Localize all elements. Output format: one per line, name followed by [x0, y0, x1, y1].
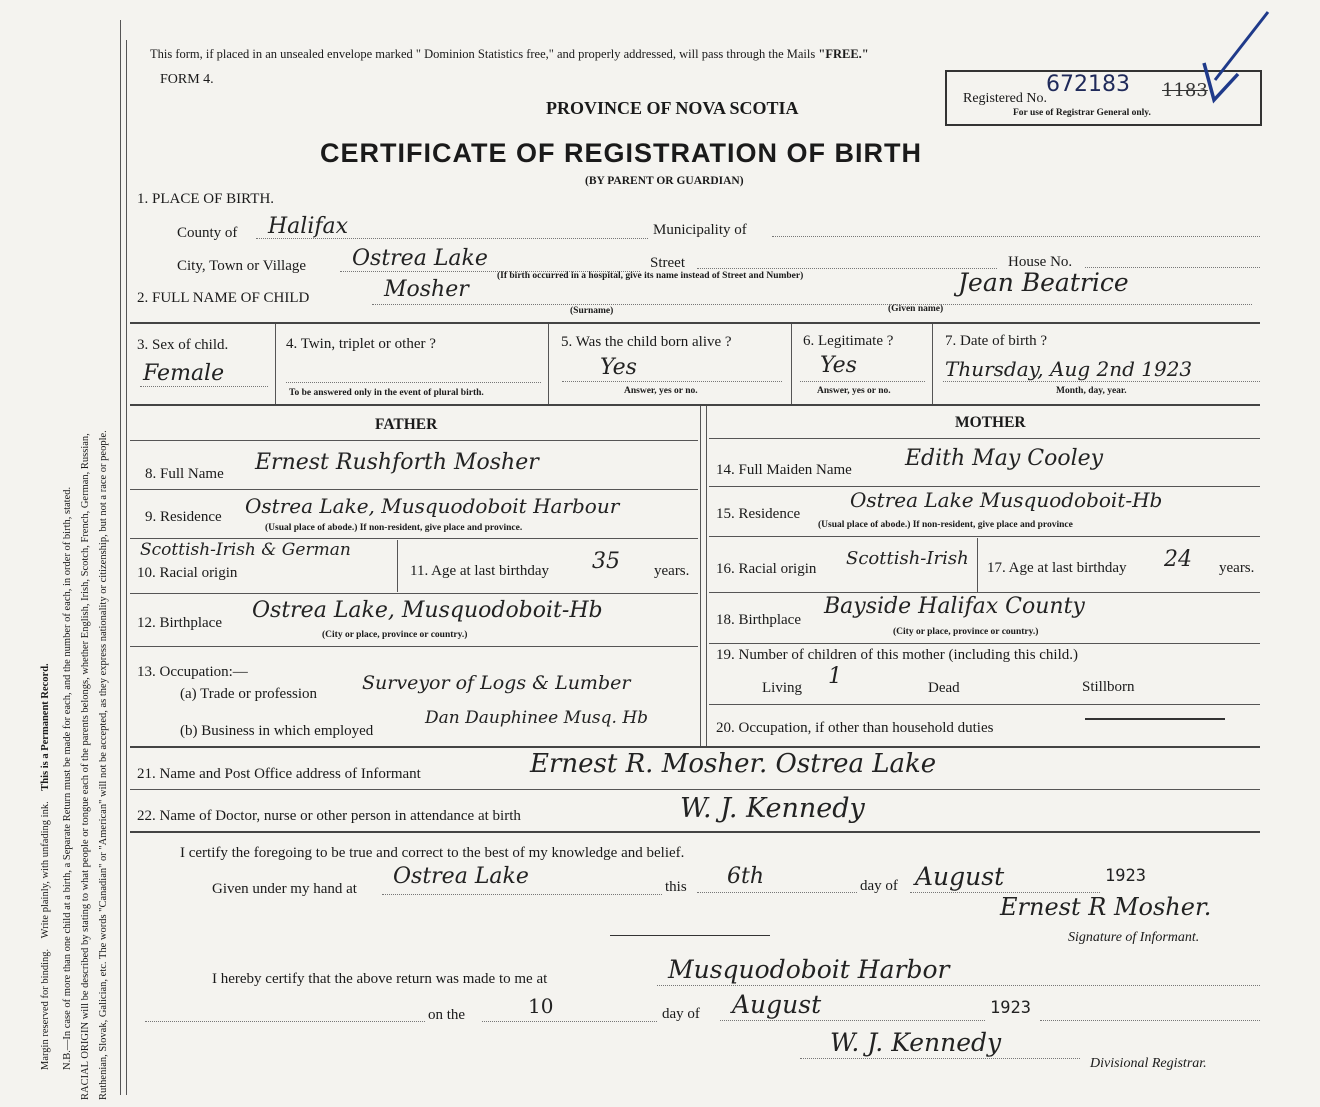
province-heading: PROVINCE OF NOVA SCOTIA — [546, 98, 799, 118]
father-heading: FATHER — [375, 416, 438, 433]
margin-binding-note: Margin reserved for binding. — [40, 948, 51, 1070]
legitimate-value: Yes — [820, 353, 857, 378]
legitimate-note: Answer, yes or no. — [817, 386, 891, 396]
registrar-general-note: For use of Registrar General only. — [1013, 108, 1151, 118]
living-label: Living — [762, 680, 802, 696]
registrar-place-value: Musquodoboit Harbor — [668, 955, 950, 984]
father-name-value: Ernest Rushforth Mosher — [255, 450, 539, 475]
city-value: Ostrea Lake — [352, 246, 488, 271]
children-count-label: 19. Number of children of this mother (including this child.) — [716, 647, 1079, 663]
child-name-label: 2. FULL NAME OF CHILD — [137, 290, 310, 306]
father-birthplace-value: Ostrea Lake, Musquodoboit-Hb — [252, 598, 603, 623]
registrar-year-value: 1923 — [990, 998, 1031, 1018]
registrar-day-value: 10 — [528, 994, 554, 1018]
registrar-signature: W. J. Kennedy — [830, 1028, 1002, 1057]
mother-name-label: 14. Full Maiden Name — [716, 462, 852, 478]
given-name-note: (Given name) — [888, 304, 944, 314]
father-race-value: Scottish-Irish & German — [140, 540, 351, 560]
municipality-label: Municipality of — [653, 222, 747, 238]
check-mark-icon — [1190, 8, 1280, 108]
father-birthplace-note: (City or place, province or country.) — [322, 630, 468, 640]
father-residence-value: Ostrea Lake, Musquodoboit Harbour — [245, 494, 620, 518]
father-race-label: 10. Racial origin — [137, 565, 238, 581]
registrar-month-value: August — [732, 990, 822, 1019]
registrar-day-label: day of — [662, 1006, 700, 1022]
form-number: FORM 4. — [160, 72, 214, 87]
struck-number: 1183 — [1162, 80, 1208, 101]
on-the-label: on the — [428, 1007, 466, 1023]
living-value: 1 — [828, 664, 842, 689]
doctor-label: 22. Name of Doctor, nurse or other person in attendance at birth — [137, 808, 521, 824]
certify-month-value: August — [915, 862, 1005, 891]
dead-label: Dead — [928, 680, 960, 696]
sex-label: 3. Sex of child. — [137, 337, 229, 353]
surname-note: (Surname) — [570, 306, 614, 316]
county-value: Halifax — [268, 214, 349, 239]
hospital-note: (If birth occurred in a hospital, give its name instead of Street and Number) — [497, 271, 804, 281]
mother-race-value: Scottish-Irish — [846, 548, 969, 569]
mother-heading: MOTHER — [955, 414, 1026, 431]
given-place-value: Ostrea Lake — [393, 864, 529, 889]
place-of-birth-heading: 1. PLACE OF BIRTH. — [137, 191, 275, 207]
informant-signature-label: Signature of Informant. — [1068, 930, 1200, 945]
dob-note: Month, day, year. — [1056, 386, 1127, 396]
margin-note-4: Ruthenian, Slovak, Galician, etc. The words "Canadian" or "American" will not be accepted, as they express nationality or citizenship, but not a race or people. — [98, 430, 109, 1100]
county-label: County of — [177, 225, 238, 241]
street-label: Street — [650, 255, 685, 271]
registrar-signature-label: Divisional Registrar. — [1090, 1056, 1207, 1071]
sex-value: Female — [143, 361, 225, 386]
certify-day-value: 6th — [727, 864, 765, 889]
legitimate-label: 6. Legitimate ? — [803, 333, 894, 349]
margin-note-1 — [40, 663, 51, 1070]
twin-note: To be answered only in the event of plural birth. — [289, 388, 484, 398]
father-age-years: years. — [654, 563, 690, 579]
registered-no-label: Registered No. — [963, 91, 1047, 106]
page-title: CERTIFICATE OF REGISTRATION OF BIRTH — [320, 138, 922, 168]
page-subtitle: (BY PARENT OR GUARDIAN) — [585, 175, 744, 187]
father-residence-label: 9. Residence — [145, 509, 222, 525]
mother-birthplace-label: 18. Birthplace — [716, 612, 801, 628]
dob-value: Thursday, Aug 2nd 1923 — [945, 357, 1193, 381]
mother-birthplace-note: (City or place, province or country.) — [893, 627, 1039, 637]
father-trade-value: Surveyor of Logs & Lumber — [362, 672, 631, 694]
mother-age-years: years. — [1219, 560, 1255, 576]
this-label: this — [665, 879, 687, 895]
mother-occupation-label: 20. Occupation, if other than household duties — [716, 720, 994, 736]
father-occupation-label: 13. Occupation:— — [137, 664, 248, 680]
margin-rule-2 — [126, 40, 127, 1095]
certify-statement: I certify the foregoing to be true and correct to the best of my knowledge and belief. — [180, 845, 685, 861]
given-under-hand-label: Given under my hand at — [212, 881, 357, 897]
father-age-label: 11. Age at last birthday — [410, 563, 549, 579]
certify-year-value: 1923 — [1105, 866, 1146, 886]
margin-permanent-note: This is a Permanent Record. — [40, 663, 51, 791]
mother-birthplace-value: Bayside Halifax County — [824, 594, 1085, 619]
father-business-label: (b) Business in which employed — [180, 723, 374, 739]
margin-rule — [120, 20, 121, 1095]
mother-residence-label: 15. Residence — [716, 506, 801, 522]
father-age-value: 35 — [592, 549, 620, 574]
informant-label: 21. Name and Post Office address of Informant — [137, 766, 421, 782]
child-surname: Mosher — [384, 277, 469, 302]
margin-ink-note: Write plainly, with unfading ink. — [40, 801, 51, 939]
mother-name-value: Edith May Cooley — [905, 446, 1104, 471]
dob-label: 7. Date of birth ? — [945, 333, 1048, 349]
registered-number: 672183 — [1046, 72, 1130, 97]
mother-age-value: 24 — [1164, 547, 1192, 572]
father-business-value: Dan Dauphinee Musq. Hb — [425, 708, 649, 728]
father-name-label: 8. Full Name — [145, 466, 224, 482]
informant-value: Ernest R. Mosher. Ostrea Lake — [530, 749, 937, 779]
registrar-statement: I hereby certify that the above return was made to me at — [212, 971, 548, 987]
margin-note-3: RACIAL ORIGIN will be described by stating to what people or tongue each of the parents belongs, whether English, Irish, Scotch, French, German, Russian, — [80, 433, 91, 1100]
twin-label: 4. Twin, triplet or other ? — [286, 336, 436, 352]
mother-race-label: 16. Racial origin — [716, 561, 817, 577]
mother-residence-value: Ostrea Lake Musquodoboit-Hb — [850, 488, 1163, 512]
father-trade-label: (a) Trade or profession — [180, 686, 318, 702]
alive-value: Yes — [600, 355, 637, 380]
alive-label: 5. Was the child born alive ? — [561, 334, 732, 350]
stillborn-label: Stillborn — [1082, 679, 1135, 695]
alive-note: Answer, yes or no. — [624, 386, 698, 396]
margin-note-2: N.B.—In case of more than one child at a birth, a Separate Return must be made for each, and the number of each, in order of birth, stated. — [62, 486, 73, 1070]
mother-residence-note: (Usual place of abode.) If non-resident, give place and province — [818, 520, 1073, 530]
doctor-value: W. J. Kennedy — [680, 793, 865, 824]
child-given-name: Jean Beatrice — [958, 268, 1129, 297]
father-residence-note: (Usual place of abode.) If non-resident, give place and province. — [265, 523, 523, 533]
certify-day-label: day of — [860, 878, 898, 894]
house-no-label: House No. — [1008, 254, 1073, 270]
informant-signature: Ernest R Mosher. — [1000, 893, 1212, 921]
city-label: City, Town or Village — [177, 258, 307, 274]
father-birthplace-label: 12. Birthplace — [137, 615, 222, 631]
mother-age-label: 17. Age at last birthday — [987, 560, 1127, 576]
mail-notice: This form, if placed in an unsealed envelope marked " Dominion Statistics free," and properly addressed, will pass through the Mails "FREE." — [150, 47, 869, 61]
